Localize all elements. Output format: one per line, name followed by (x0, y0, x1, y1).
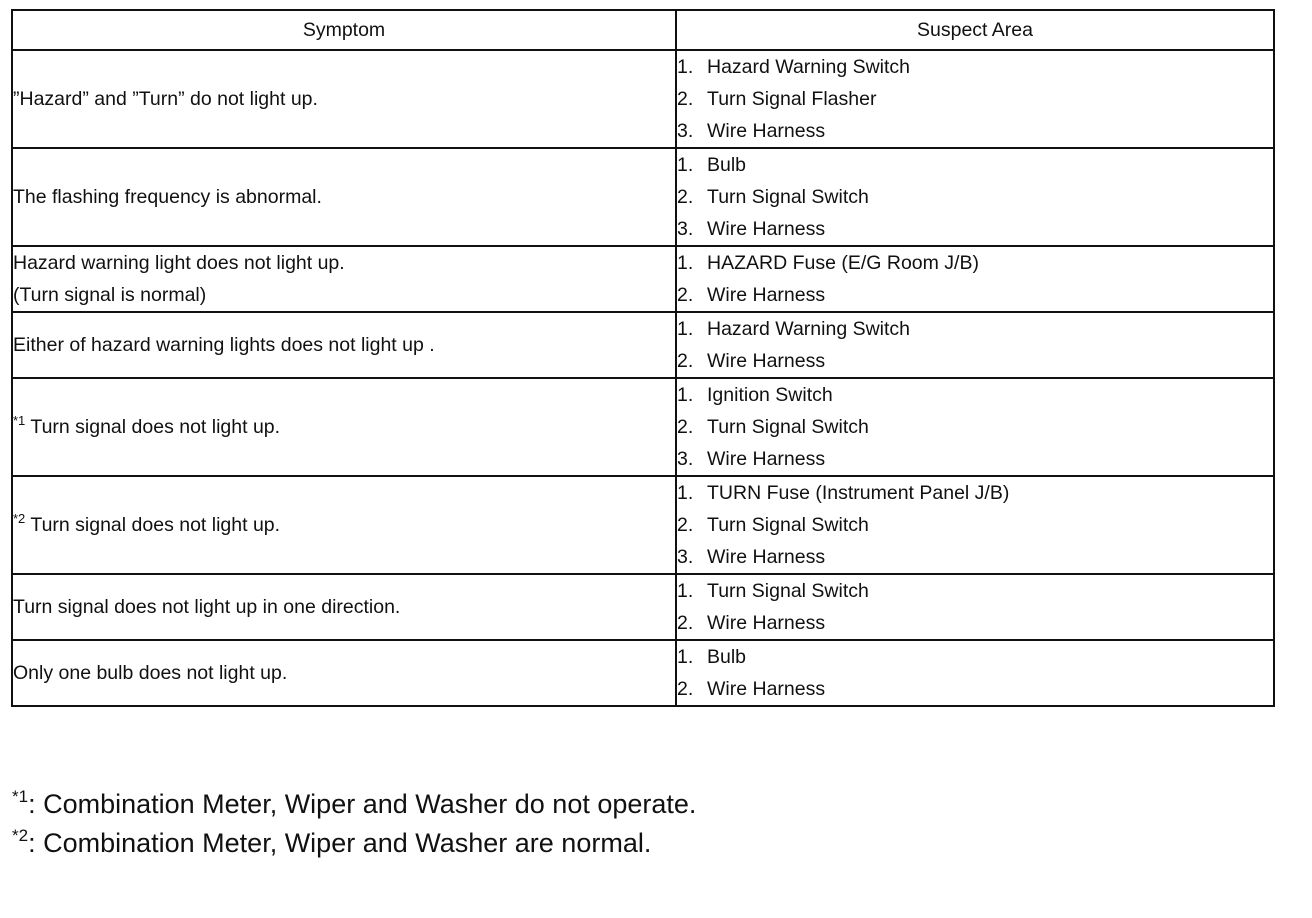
item-number: 2. (677, 88, 694, 110)
suspect-item (677, 575, 1273, 607)
suspect-area-cell (676, 148, 1274, 246)
symptom-line-text: (Turn signal is normal) (13, 284, 207, 306)
footnote-marker: *2 (12, 826, 29, 845)
table-row (12, 574, 1274, 640)
table-row (12, 312, 1274, 378)
suspect-item (677, 411, 1273, 443)
item-number: 2. (677, 678, 694, 700)
symptom-cell (12, 476, 676, 574)
symptom-line-text: Only one bulb does not light up. (13, 662, 288, 684)
footnote-marker: *2 (13, 511, 26, 526)
symptom-cell (12, 246, 676, 312)
symptom-cell (12, 148, 676, 246)
item-text: Wire Harness (707, 350, 826, 372)
item-number: 3. (677, 448, 694, 470)
item-text: Turn Signal Switch (707, 514, 869, 536)
suspect-area-cell (676, 50, 1274, 148)
footnote-marker: *1 (12, 787, 29, 806)
suspect-item (677, 641, 1273, 673)
suspect-area-cell (676, 312, 1274, 378)
item-text: Wire Harness (707, 120, 826, 142)
suspect-item (677, 345, 1273, 377)
symptom-text (13, 411, 675, 443)
symptom-text (13, 591, 675, 623)
item-text: Ignition Switch (707, 384, 833, 406)
item-number: 1. (677, 384, 694, 406)
item-text: Turn Signal Flasher (707, 88, 877, 110)
header-symptom: Symptom (12, 10, 676, 50)
table-header-row (12, 10, 1274, 50)
footnotes (12, 785, 696, 863)
item-text: Wire Harness (707, 612, 826, 634)
item-text: Wire Harness (707, 448, 826, 470)
symptom-text (13, 329, 675, 361)
footnote-line (12, 824, 696, 863)
item-text: Turn Signal Switch (707, 580, 869, 602)
symptom-cell (12, 574, 676, 640)
footnote-line (12, 785, 696, 824)
table-row (12, 476, 1274, 574)
item-number: 2. (677, 284, 694, 306)
suspect-area-cell (676, 640, 1274, 706)
table-body (12, 50, 1274, 706)
header-suspect-area: Suspect Area (676, 10, 1274, 50)
symptom-cell (12, 640, 676, 706)
suspect-item (677, 115, 1273, 147)
footnote-text: : Combination Meter, Wiper and Washer are normal. (28, 828, 652, 858)
symptom-line-text: Turn signal does not light up. (30, 514, 281, 536)
item-number: 2. (677, 612, 694, 634)
suspect-item (677, 51, 1273, 83)
symptom-line-text: Either of hazard warning lights does not light up . (13, 334, 435, 356)
suspect-area-cell (676, 246, 1274, 312)
item-number: 2. (677, 514, 694, 536)
suspect-item (677, 673, 1273, 705)
symptom-text (13, 247, 675, 279)
symptom-table (11, 9, 1275, 707)
item-number: 2. (677, 186, 694, 208)
item-number: 3. (677, 120, 694, 142)
suspect-area-cell (676, 378, 1274, 476)
item-number: 2. (677, 416, 694, 438)
suspect-item (677, 379, 1273, 411)
footnote-marker: *1 (13, 413, 26, 428)
item-number: 1. (677, 646, 694, 668)
item-text: Wire Harness (707, 678, 826, 700)
item-text: Wire Harness (707, 218, 826, 240)
symptom-line-text: ”Hazard” and ”Turn” do not light up. (13, 88, 318, 110)
suspect-item (677, 443, 1273, 475)
symptom-text (13, 181, 675, 213)
suspect-item (677, 149, 1273, 181)
table-row (12, 50, 1274, 148)
suspect-item (677, 607, 1273, 639)
item-number: 1. (677, 154, 694, 176)
suspect-item (677, 541, 1273, 573)
symptom-cell (12, 50, 676, 148)
suspect-item (677, 83, 1273, 115)
item-text: Hazard Warning Switch (707, 56, 911, 78)
item-number: 3. (677, 546, 694, 568)
item-number: 1. (677, 580, 694, 602)
item-number: 1. (677, 318, 694, 340)
symptom-line-text: Turn signal does not light up. (30, 416, 281, 438)
symptom-line-text: Turn signal does not light up in one direction. (13, 596, 401, 618)
item-text: Bulb (707, 154, 747, 176)
symptom-text (13, 83, 675, 115)
symptom-cell (12, 378, 676, 476)
suspect-item (677, 279, 1273, 311)
symptom-line-text: The flashing frequency is abnormal. (13, 186, 322, 208)
item-number: 2. (677, 350, 694, 372)
symptom-line-text: Hazard warning light does not light up. (13, 252, 345, 274)
suspect-item (677, 181, 1273, 213)
item-number: 1. (677, 252, 694, 274)
suspect-item (677, 247, 1273, 279)
item-text: Wire Harness (707, 284, 826, 306)
suspect-item (677, 509, 1273, 541)
suspect-area-cell (676, 574, 1274, 640)
footnote-text: : Combination Meter, Wiper and Washer do not operate. (28, 789, 697, 819)
table-row (12, 640, 1274, 706)
item-text: Turn Signal Switch (707, 186, 869, 208)
item-text: Hazard Warning Switch (707, 318, 911, 340)
table-row (12, 148, 1274, 246)
item-text: Wire Harness (707, 546, 826, 568)
item-text: TURN Fuse (Instrument Panel J/B) (707, 482, 1010, 504)
suspect-item (677, 313, 1273, 345)
symptom-text (13, 279, 675, 311)
table-row (12, 378, 1274, 476)
item-text: HAZARD Fuse (E/G Room J/B) (707, 252, 979, 274)
symptom-text (13, 509, 675, 541)
suspect-item (677, 213, 1273, 245)
item-text: Turn Signal Switch (707, 416, 869, 438)
item-number: 1. (677, 56, 694, 78)
item-number: 3. (677, 218, 694, 240)
item-number: 1. (677, 482, 694, 504)
symptom-cell (12, 312, 676, 378)
table-row (12, 246, 1274, 312)
item-text: Bulb (707, 646, 747, 668)
suspect-item (677, 477, 1273, 509)
symptom-text (13, 657, 675, 689)
suspect-area-cell (676, 476, 1274, 574)
